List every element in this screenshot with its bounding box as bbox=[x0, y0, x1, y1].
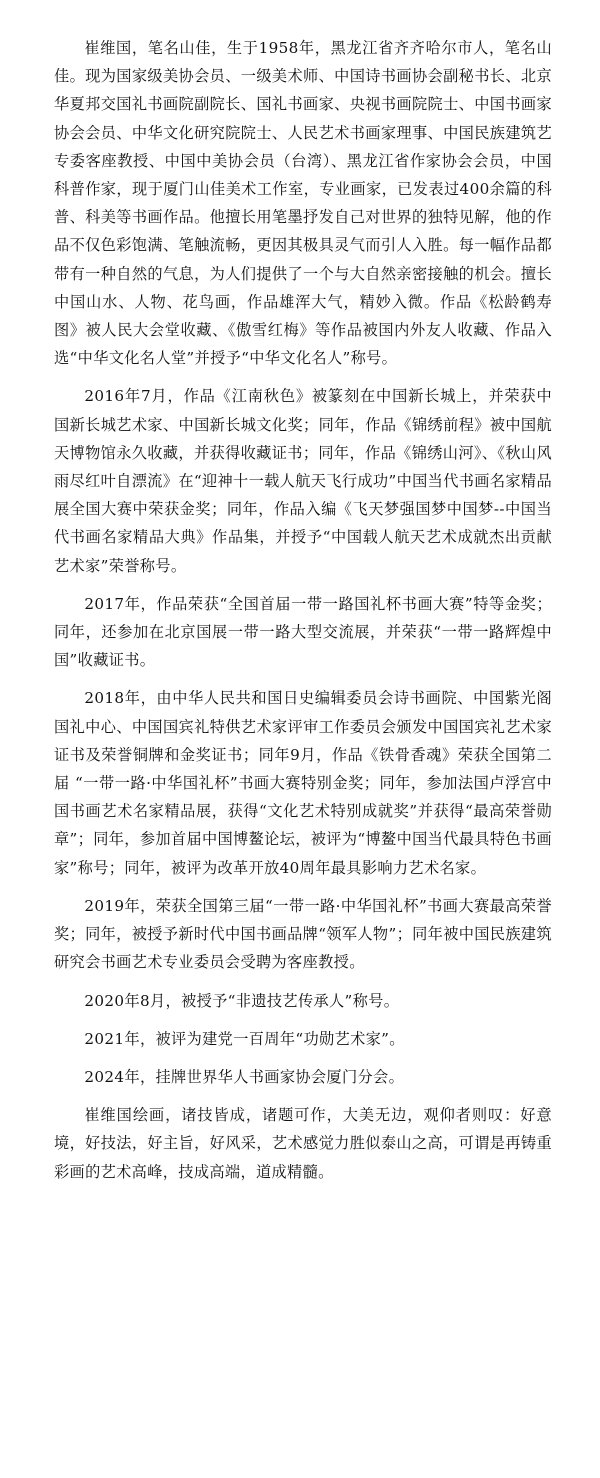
paragraph-2019: 2019年，荣获全国第三届“一带一路·中华国礼杯”书画大赛最高荣誉奖；同年，被授予新时代中国书画品牌“领军人物”；同年被中国民族建筑研究会书画艺术专业委员会受聘为客座教授。 bbox=[54, 896, 552, 972]
paragraph-2018: 2018年，由中华人民共和国日史编辑委员会诗书画院、中国紫光阁国礼中心、中国国宾礼特供艺术家评审工作委员会颁发中国国宾礼艺术家证书及荣誉铜牌和金奖证书；同年9月，作品《铁骨香魂》荣获全国第二届 “一带一路·中华国礼杯”书画大赛特别金奖；同年，参加法国卢浮宫中国书画艺术名家精品展，获得“文化艺术特别成就奖”并获得“最高荣誉勋章”；同年，参加首届中国博鳌论坛，被评为“博鳌中国当代最具特色书画家”称号；同年，被评为改革开放40周年最具影响力艺术名家。 bbox=[54, 689, 552, 877]
paragraph-2021: 2021年，被评为建党一百周年“功勋艺术家”。 bbox=[84, 1029, 405, 1048]
paragraph-2017: 2017年，作品荣获“全国首届一带一路国礼杯书画大赛”特等金奖；同年，还参加在北京国展一带一路大型交流展，并荣获“一带一路辉煌中国”收藏证书。 bbox=[54, 594, 552, 670]
paragraph-biography-intro: 崔维国，笔名山佳，生于1958年，黑龙江省齐齐哈尔市人，笔名山佳。现为国家级美协会员、一级美术师、中国诗书画协会副秘书长、北京华夏邦交国礼书画院副院长、国礼书画家、央视书画院院士、中国书画家协会会员、中华文化研究院院士、人民艺术书画家理事、中国民族建筑艺专委客座教授、中国中美协会员（台湾）、黑龙江省作家协会会员，中国科普作家，现于厦门山佳美术工作室，专业画家，已发表过400余篇的科普、科美等书画作品。他擅长用笔墨抒发自己对世界的独特见解，他的作品不仅色彩饱满、笔触流畅，更因其极具灵气而引人入胜。每一幅作品都带有一种自然的气息，为人们提供了一个与大自然亲密接触的机会。擅长中国山水、人物、花鸟画，作品雄浑大气，精妙入微。作品《松龄鹤寿图》被人民大会堂收藏、《傲雪红梅》等作品被国内外友人收藏、作品入选“中华文化名人堂”并授予“中华文化名人”称号。 bbox=[54, 39, 552, 368]
paragraph-2024: 2024年，挂牌世界华人书画家协会厦门分会。 bbox=[84, 1067, 405, 1086]
paragraph-conclusion: 崔维国绘画，诸技皆成，诸题可作，大美无边，观仰者则叹：好意境，好技法，好主旨，好风采，艺术感觉力胜似泰山之高，可谓是再铸重彩画的艺术高峰，技成高端，道成精髓。 bbox=[54, 1106, 552, 1181]
paragraph-2020: 2020年8月，被授予“非遗技艺传承人”称号。 bbox=[84, 991, 400, 1010]
paragraph-2016: 2016年7月，作品《江南秋色》被篆刻在中国新长城上，并荣获中国新长城艺术家、中国新长城文化奖；同年，作品《锦绣前程》被中国航天博物馆永久收藏，并获得收藏证书；同年，作品《锦绣山河》、《秋山风雨尽红叶自漂流》在“迎神十一载人航天飞行成功”中国当代书画名家精品展全国大赛中荣获金奖；同年，作品入编《飞天梦强国梦中国梦--中国当代书画名家精品大典》作品集，并授予“中国载人航天艺术成就杰出贡献艺术家”荣誉称号。 bbox=[54, 387, 552, 575]
